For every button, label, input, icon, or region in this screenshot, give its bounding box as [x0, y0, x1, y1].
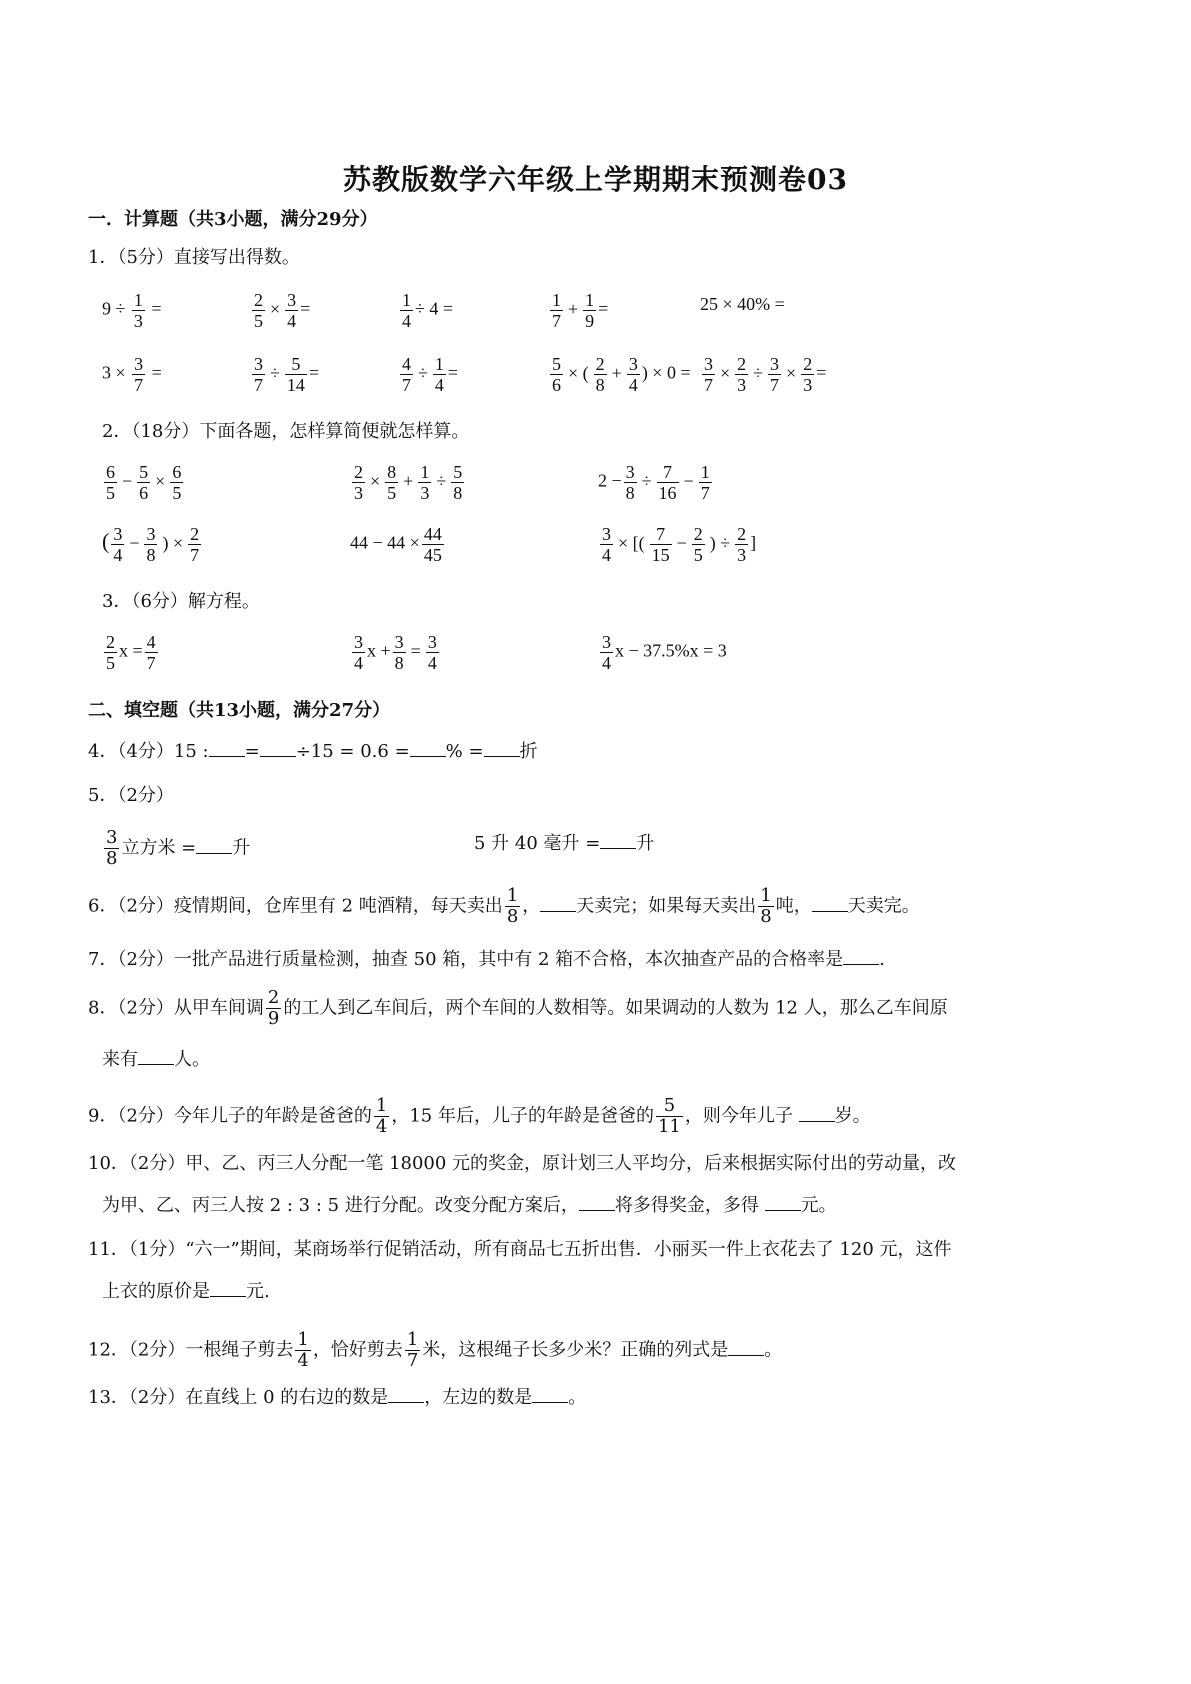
text-segment: ) × 0 =: [641, 362, 691, 383]
fraction-denominator: 5: [693, 545, 703, 565]
fraction: [627, 354, 640, 395]
fraction-numerator: 1: [506, 885, 519, 906]
question-5a: [102, 828, 250, 869]
fraction-denominator: 15: [651, 545, 670, 565]
fraction: [758, 886, 773, 927]
question-8-line-1: [88, 988, 948, 1029]
question-5b: [474, 830, 654, 858]
fraction-denominator: 5: [387, 483, 397, 503]
fraction: [104, 828, 119, 869]
text-segment: 升: [636, 833, 655, 854]
fraction: [285, 290, 298, 331]
fraction-numerator: 7: [650, 524, 672, 545]
fraction-numerator: 3: [354, 632, 363, 652]
text-segment: ×: [270, 298, 281, 319]
text-segment: 将多得奖金，多得: [614, 1195, 759, 1216]
fraction-denominator: 7: [146, 653, 156, 673]
fraction: [374, 1096, 389, 1137]
fraction-denominator: 7: [704, 375, 713, 395]
text-segment: +: [403, 470, 414, 491]
answer-blank[interactable]: [209, 738, 245, 757]
fraction-numerator: 3: [134, 354, 144, 374]
fraction: [550, 354, 563, 395]
question-2-heading: 2．（18分）下面各题，怎样算简便就怎样算。: [102, 421, 470, 442]
text-segment: −: [122, 470, 133, 491]
fraction: [801, 354, 814, 395]
text-segment: ×: [786, 362, 797, 383]
fraction-denominator: 3: [354, 483, 363, 503]
fraction-denominator: 4: [354, 653, 363, 673]
text-segment: ÷: [753, 362, 764, 383]
text-segment: 岁。: [834, 1105, 871, 1127]
q1-expr-4: [548, 290, 608, 331]
fraction-denominator: 7: [770, 375, 780, 395]
fraction: [400, 354, 413, 395]
text-segment: .: [879, 949, 885, 970]
text-segment: ÷: [418, 362, 428, 383]
q1-expr-8: [398, 354, 458, 395]
q2-expr-c: [598, 462, 714, 503]
question-3-heading: 3．（6分）解方程。: [102, 591, 260, 612]
answer-blank[interactable]: [532, 1384, 568, 1403]
fraction-numerator: 1: [700, 462, 710, 482]
q1-expr-10: [700, 354, 826, 395]
fraction-denominator: 8: [453, 483, 463, 503]
fraction-denominator: 4: [427, 653, 437, 673]
text-segment: =: [598, 298, 609, 319]
fraction-denominator: 3: [420, 483, 430, 503]
fraction-numerator: 3: [625, 462, 635, 482]
text-segment: 来有: [102, 1049, 138, 1070]
answer-blank[interactable]: [843, 946, 879, 965]
answer-blank[interactable]: [600, 830, 636, 849]
fraction: [352, 462, 365, 503]
answer-blank[interactable]: [138, 1046, 174, 1065]
text-segment: +: [568, 298, 579, 319]
question-8-line-2: [102, 1046, 210, 1074]
fraction-numerator: 5: [552, 354, 561, 374]
answer-blank[interactable]: [579, 1192, 615, 1211]
fraction: [104, 632, 117, 673]
text-segment: ，左边的数是: [424, 1387, 533, 1408]
answer-blank[interactable]: [260, 738, 296, 757]
question-11-line-2: [102, 1278, 270, 1306]
fraction: [433, 354, 446, 395]
fraction-numerator: 1: [375, 1095, 388, 1116]
question-12: [88, 1330, 782, 1371]
fraction-denominator: 8: [394, 653, 404, 673]
page-title: 苏教版数学六年级上学期期末预测卷03: [343, 163, 848, 196]
answer-blank[interactable]: [812, 893, 848, 912]
q1-expr-3: [398, 290, 453, 331]
fraction-numerator: 3: [602, 632, 611, 652]
question-9: [88, 1096, 871, 1137]
fraction: [352, 632, 365, 673]
fraction: [735, 354, 748, 395]
fraction-denominator: 8: [146, 545, 156, 565]
text-segment: 人。: [174, 1049, 210, 1070]
q1-expr-9: [548, 354, 691, 395]
text-segment: 立方米 =: [121, 837, 197, 859]
fraction-numerator: 1: [552, 290, 561, 310]
fraction: [405, 1330, 420, 1371]
fraction-numerator: 3: [427, 632, 437, 652]
fraction-denominator: 4: [602, 545, 611, 565]
fraction-denominator: 5: [106, 483, 115, 503]
fraction-denominator: 3: [803, 375, 813, 395]
fraction-denominator: 4: [375, 1116, 388, 1137]
q2-expr-e: [350, 524, 446, 565]
fraction: [583, 290, 596, 331]
fraction: [132, 354, 145, 395]
fraction: [768, 354, 781, 395]
fraction-numerator: 2: [737, 524, 747, 544]
fraction: [132, 290, 145, 331]
fraction-numerator: 6: [172, 462, 182, 482]
fraction-numerator: 6: [106, 462, 115, 482]
fraction-denominator: 9: [267, 1008, 280, 1029]
fraction-denominator: 3: [737, 545, 747, 565]
text-segment: ，: [522, 895, 541, 917]
fraction-numerator: 3: [254, 354, 263, 374]
q1-expr-1: [102, 290, 162, 331]
fraction-denominator: 3: [133, 311, 143, 331]
fraction: [266, 988, 281, 1029]
text-segment: ]: [750, 532, 757, 553]
fraction: [111, 524, 124, 565]
fraction: [104, 462, 117, 503]
fraction-numerator: 1: [133, 290, 143, 310]
text-segment: ) ×: [162, 532, 184, 553]
fraction-numerator: 3: [628, 354, 638, 374]
fraction-denominator: 7: [700, 483, 710, 503]
question-7: [88, 946, 885, 974]
fraction-numerator: 2: [803, 354, 813, 374]
q2-expr-d: [102, 524, 203, 565]
section-heading-fill: 二、填空题（共13小题，满分27分）: [88, 700, 391, 721]
fraction-numerator: 3: [113, 524, 123, 544]
text-segment: 9．（2分）今年儿子的年龄是爸爸的: [88, 1105, 372, 1127]
text-segment: ) ÷: [709, 532, 731, 553]
fraction-denominator: 5: [106, 653, 115, 673]
text-segment: 。: [764, 1339, 783, 1361]
fraction-numerator: 1: [420, 462, 430, 482]
fraction-numerator: 1: [760, 885, 772, 906]
fraction: [505, 886, 520, 927]
text-segment: 12．（2分）一根绳子剪去: [88, 1339, 294, 1361]
fraction: [702, 354, 715, 395]
fraction-numerator: 3: [602, 524, 611, 544]
text-segment: ×: [720, 362, 731, 383]
fraction: [145, 632, 158, 673]
fraction-denominator: 7: [552, 311, 561, 331]
text-segment: x − 37.5%x = 3: [615, 640, 727, 661]
fraction: [657, 462, 679, 503]
text-segment: =: [308, 362, 320, 383]
text-segment: =: [410, 640, 421, 661]
question-6: [88, 886, 920, 927]
fraction-denominator: 6: [139, 483, 149, 503]
fraction: [656, 1096, 683, 1137]
q1-expr-7: [250, 354, 319, 395]
fraction-numerator: 3: [106, 827, 118, 848]
q1-expr-2: [250, 290, 310, 331]
fraction: [252, 354, 265, 395]
text-segment: =: [151, 298, 162, 319]
answer-blank[interactable]: [799, 1103, 835, 1122]
fraction: [295, 1330, 310, 1371]
q2-expr-f: [598, 524, 756, 565]
answer-blank[interactable]: [484, 738, 520, 757]
fraction-denominator: 6: [552, 375, 561, 395]
q2-expr-a: [102, 462, 185, 503]
text-segment: x +: [367, 640, 391, 661]
answer-blank[interactable]: [765, 1192, 801, 1211]
fraction-numerator: 2: [595, 354, 605, 374]
fraction-numerator: 2: [737, 354, 747, 374]
text-segment: 44 − 44 ×: [350, 532, 420, 553]
text-segment: =: [447, 362, 459, 383]
text-segment: 升: [232, 837, 251, 859]
fraction-numerator: 2: [190, 524, 200, 544]
section-heading-calc: 一．计算题（共3小题，满分29分）: [88, 209, 378, 230]
q1-expr-5: 25 × 40% =: [700, 294, 785, 314]
fraction: [650, 524, 672, 565]
q3-equation-a: [102, 632, 160, 673]
fraction-denominator: 7: [406, 1350, 419, 1371]
fraction-denominator: 7: [134, 375, 144, 395]
fraction: [285, 354, 307, 395]
fraction-numerator: 2: [693, 524, 703, 544]
text-segment: 9 ÷: [102, 298, 126, 319]
question-11-line-1: 11．（1分）“六一”期间，某商场举行促销活动，所有商品七五折出售．小丽买一件上衣花去了 120 元，这件: [88, 1239, 952, 1260]
text-segment: ，15 年后，儿子的年龄是爸爸的: [391, 1105, 654, 1127]
fraction: [393, 632, 406, 673]
fraction-denominator: 5: [172, 483, 182, 503]
text-segment: 6．（2分）疫情期间，仓库里有 2 吨酒精，每天卖出: [88, 895, 503, 917]
answer-blank[interactable]: [210, 1278, 246, 1297]
fraction-denominator: 4: [287, 311, 297, 331]
fraction-denominator: 9: [585, 311, 595, 331]
fraction-numerator: 3: [394, 632, 404, 652]
fraction-numerator: 1: [434, 354, 444, 374]
fraction-denominator: 8: [760, 906, 772, 927]
fraction-numerator: 1: [406, 1329, 419, 1350]
text-segment: −: [683, 470, 694, 491]
fraction: [426, 632, 439, 673]
fraction-numerator: 44: [423, 524, 442, 544]
fraction-numerator: 4: [402, 354, 411, 374]
answer-blank[interactable]: [540, 893, 576, 912]
answer-blank[interactable]: [728, 1337, 764, 1356]
text-segment: ÷ 4 =: [415, 298, 454, 319]
fraction: [385, 462, 398, 503]
text-segment: 8．（2分）从甲车间调: [88, 997, 264, 1019]
text-segment: =: [244, 741, 260, 762]
text-segment: % =: [445, 741, 484, 762]
fraction-denominator: 4: [113, 545, 123, 565]
q2-expr-b: [350, 462, 466, 503]
fraction: [624, 462, 637, 503]
fraction: [550, 290, 563, 331]
fraction: [400, 290, 413, 331]
text-segment: +: [611, 362, 622, 383]
answer-blank[interactable]: [388, 1384, 424, 1403]
text-segment: =: [151, 362, 162, 383]
fraction-numerator: 2: [267, 987, 280, 1008]
text-segment: (: [102, 528, 110, 554]
text-segment: ，则今年儿子: [684, 1105, 793, 1127]
fraction-denominator: 14: [286, 375, 305, 395]
fraction-denominator: 4: [434, 375, 444, 395]
fraction-numerator: 7: [657, 462, 679, 483]
fraction: [144, 524, 157, 565]
fraction: [252, 290, 265, 331]
fraction-denominator: 7: [402, 375, 411, 395]
fraction-numerator: 3: [704, 354, 713, 374]
text-segment: 米，这根绳子长多少米？正确的列式是: [422, 1339, 729, 1361]
fraction: [692, 524, 705, 565]
text-segment: 4．（4分）15 :: [88, 741, 209, 762]
text-segment: 13．（2分）在直线上 0 的右边的数是: [88, 1387, 389, 1408]
text-segment: =: [816, 362, 827, 383]
q3-equation-c: [598, 632, 727, 673]
q1-expr-6: [102, 354, 162, 395]
fraction-numerator: 3: [770, 354, 780, 374]
fraction-denominator: 4: [628, 375, 638, 395]
fraction: [188, 524, 201, 565]
text-segment: × (: [568, 362, 589, 383]
text-segment: ÷: [641, 470, 652, 491]
fraction-denominator: 45: [423, 545, 442, 565]
text-segment: ÷15 = 0.6 =: [295, 741, 410, 762]
fraction: [137, 462, 150, 503]
answer-blank[interactable]: [410, 738, 446, 757]
fraction: [422, 524, 444, 565]
text-segment: ×: [155, 470, 166, 491]
fraction-numerator: 1: [402, 290, 411, 310]
text-segment: −: [676, 532, 687, 553]
fraction-numerator: 5: [139, 462, 149, 482]
fraction: [594, 354, 607, 395]
text-segment: 2 −: [598, 470, 622, 491]
fraction-denominator: 5: [254, 311, 263, 331]
fraction: [418, 462, 431, 503]
text-segment: × [(: [618, 532, 645, 553]
fraction-numerator: 3: [146, 524, 156, 544]
fraction-denominator: 7: [190, 545, 200, 565]
fraction-numerator: 5: [453, 462, 463, 482]
fraction-denominator: 4: [402, 311, 411, 331]
text-segment: 。: [568, 1387, 587, 1408]
text-segment: 折: [519, 741, 538, 762]
fraction-numerator: 4: [146, 632, 156, 652]
fraction: [699, 462, 712, 503]
text-segment: ÷: [270, 362, 280, 383]
fraction: [600, 524, 613, 565]
text-segment: ，恰好剪去: [312, 1339, 403, 1361]
q3-equation-b: [350, 632, 441, 673]
fraction-numerator: 5: [285, 354, 307, 375]
text-segment: =: [300, 298, 311, 319]
fraction-numerator: 3: [287, 290, 297, 310]
fraction-numerator: 8: [387, 462, 397, 482]
fraction-numerator: 1: [297, 1329, 309, 1350]
question-5-heading: 5．（2分）: [88, 785, 174, 806]
fraction-denominator: 16: [658, 483, 677, 503]
fraction-denominator: 8: [625, 483, 635, 503]
fraction-denominator: 8: [506, 906, 519, 927]
text-segment: 天卖完；如果每天卖出: [576, 895, 757, 917]
fraction-denominator: 4: [297, 1350, 309, 1371]
fraction-denominator: 7: [254, 375, 263, 395]
question-10-line-1: 10．（2分）甲、乙、丙三人分配一笔 18000 元的奖金，原计划三人平均分，后来根据实际付出的劳动量，改: [88, 1153, 957, 1174]
fraction-numerator: 5: [656, 1096, 683, 1117]
fraction-denominator: 11: [657, 1116, 681, 1137]
fraction-numerator: 2: [254, 290, 263, 310]
fraction-denominator: 8: [595, 375, 605, 395]
text-segment: 元.: [246, 1281, 270, 1302]
text-segment: 3 ×: [102, 362, 126, 383]
fraction-denominator: 4: [602, 653, 611, 673]
fraction-numerator: 2: [106, 632, 115, 652]
text-segment: 天卖完。: [847, 895, 920, 917]
text-segment: 吨，: [775, 895, 812, 917]
question-10-line-2: [102, 1192, 837, 1220]
text-segment: x =: [119, 640, 143, 661]
answer-blank[interactable]: [196, 835, 232, 854]
fraction: [735, 524, 748, 565]
fraction-numerator: 1: [585, 290, 595, 310]
question-4: [88, 738, 538, 766]
fraction-numerator: 2: [354, 462, 363, 482]
question-1-heading: 1．（5分）直接写出得数。: [88, 247, 300, 268]
fraction: [170, 462, 183, 503]
text-segment: −: [129, 532, 140, 553]
fraction: [600, 632, 613, 673]
fraction: [451, 462, 464, 503]
text-segment: 元。: [800, 1195, 837, 1216]
text-segment: 5 升 40 毫升 =: [474, 833, 601, 854]
text-segment: 的工人到乙车间后，两个车间的人数相等。如果调动的人数为 12 人，那么乙车间原: [283, 997, 948, 1019]
text-segment: ÷: [436, 470, 447, 491]
text-segment: 为甲、乙、丙三人按 2 : 3 : 5 进行分配。改变分配方案后，: [102, 1195, 579, 1216]
fraction-denominator: 3: [737, 375, 747, 395]
text-segment: 上衣的原价是: [102, 1281, 210, 1302]
question-13: [88, 1384, 586, 1412]
text-segment: 7．（2分）一批产品进行质量检测，抽查 50 箱，其中有 2 箱不合格，本次抽查产品的合格率是: [88, 949, 844, 970]
fraction-denominator: 8: [106, 848, 118, 869]
text-segment: ×: [370, 470, 381, 491]
